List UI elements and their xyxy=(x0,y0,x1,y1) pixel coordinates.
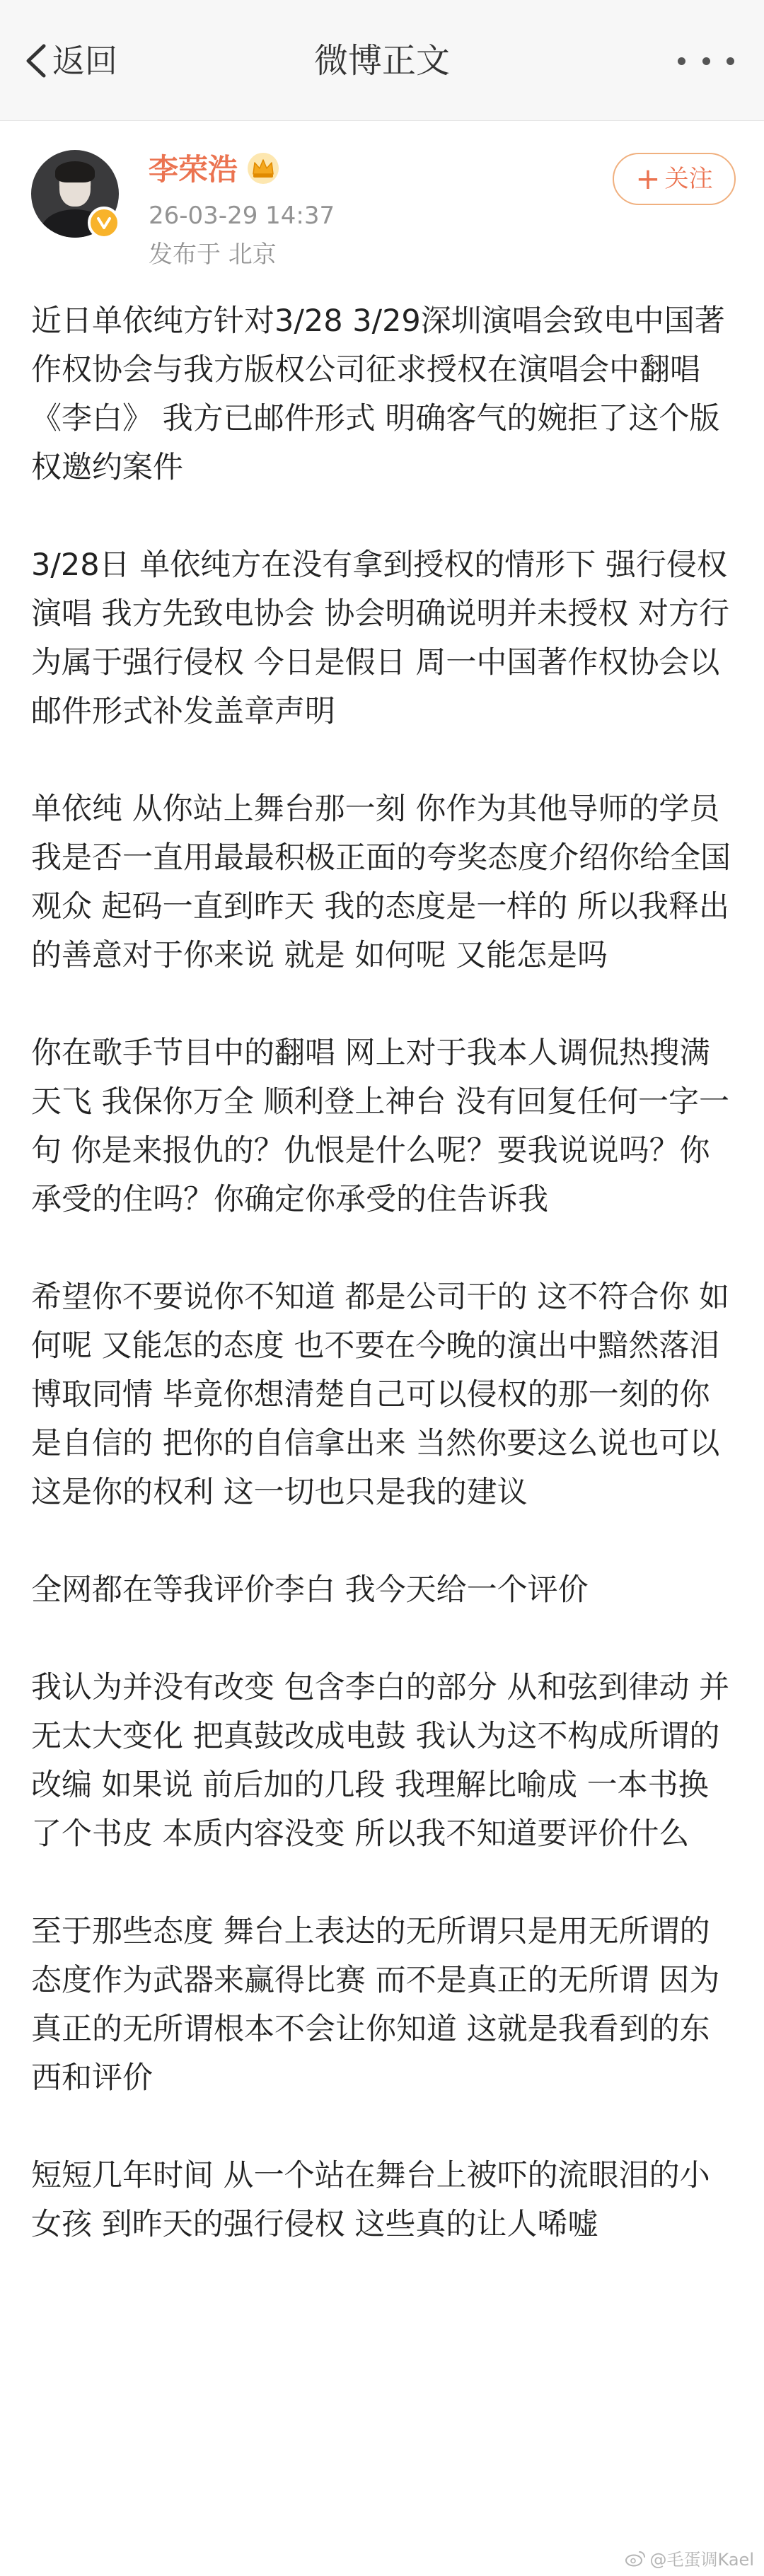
page-title: 微博正文 xyxy=(313,41,450,81)
follow-label: 关注 xyxy=(664,165,713,193)
watermark xyxy=(625,2546,754,2570)
author-name[interactable]: 李荣浩 xyxy=(149,152,238,187)
navigation-bar xyxy=(0,0,764,121)
crown-icon xyxy=(246,151,280,188)
post-paragraph: 你在歌手节目中的翻唱 网上对于我本人调侃热搜满天飞 我保你万全 顺利登上神台 没有回复任何一字一句 你是来报仇的？仇恨是什么呢？要我说说吗？你承受的住吗？你确定你承受的住告诉我 xyxy=(31,1035,730,1217)
weibo-logo-icon xyxy=(625,2550,646,2567)
post-time: 26-03-29 14:37 xyxy=(149,202,335,230)
plus-icon: + xyxy=(635,161,661,196)
post-paragraph: 希望你不要说你不知道 都是公司干的 这不符合你 如何呢 又能怎的态度 也不要在今晚的演出中黯然落泪 博取同情 毕竟你想清楚自己可以侵权的那一刻的你是自信的 把你的自信拿出来 当然你要这么说也可以 这是你的权利 这一切也只是我的建议 xyxy=(31,1280,730,1510)
post-paragraph: 我认为并没有改变 包含李白的部分 从和弦到律动 并无太大变化 把真鼓改成电鼓 我认为这不构成所谓的改编 如果说 前后加的几段 我理解比喻成 一本书换了个书皮 本质内容没变 所以我不知道要评价什么 xyxy=(31,1670,730,1852)
verified-v-icon xyxy=(88,207,120,239)
post-paragraph: 至于那些态度 舞台上表达的无所谓只是用无所谓的态度作为武器来赢得比赛 而不是真正的无所谓 因为真正的无所谓根本不会让你知道 这就是我看到的东西和评价 xyxy=(31,1914,720,2096)
post-location: 发布于 北京 xyxy=(149,240,277,269)
post-paragraph: 3/28日 单依纯方在没有拿到授权的情形下 强行侵权演唱 我方先致电协会 协会明确说明并未授权 对方行为属于强行侵权 今日是假日 周一中国著作权协会以邮件形式补发盖章声明 xyxy=(31,547,730,729)
post-paragraph: 单依纯 从你站上舞台那一刻 你作为其他导师的学员 我是否一直用最最积极正面的夸奖态度介绍你给全国观众 起码一直到昨天 我的态度是一样的 所以我释出的善意对于你来说 就是 如何呢 又能怎是吗 xyxy=(31,791,731,973)
post-paragraph: 近日单依纯方针对3/28 3/29深圳演唱会致电中国著作权协会与我方版权公司征求授权在演唱会中翻唱《李白》 我方已邮件形式 明确客气的婉拒了这个版权邀约案件 xyxy=(31,303,725,485)
watermark-text: @毛蛋调Kael xyxy=(649,2550,754,2570)
post-paragraph: 短短几年时间 从一个站在舞台上被吓的流眼泪的小女孩 到昨天的强行侵权 这些真的让人唏嘘 xyxy=(31,2158,710,2242)
back-label: 返回 xyxy=(52,42,117,80)
post-paragraph: 全网都在等我评价李白 我今天给一个评价 xyxy=(31,1572,589,1608)
more-dots-icon[interactable] xyxy=(678,54,734,68)
post-content xyxy=(31,297,736,2298)
follow-button[interactable] xyxy=(613,153,736,205)
